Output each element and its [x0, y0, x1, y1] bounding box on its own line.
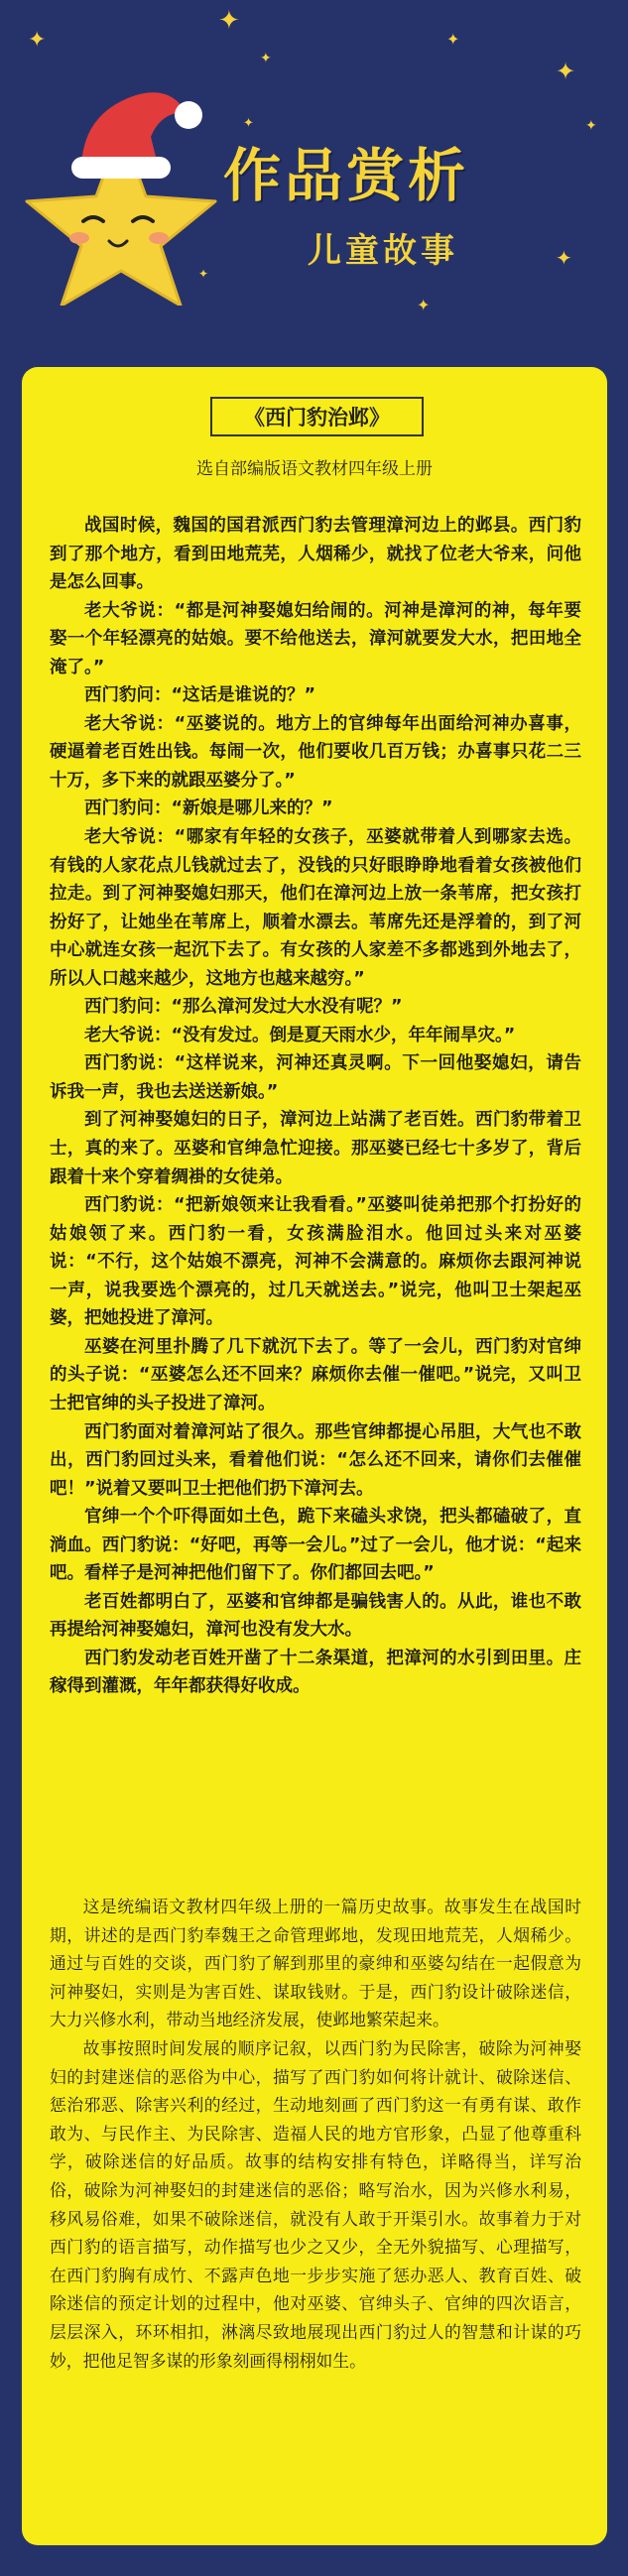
star-mascot-icon — [22, 58, 220, 306]
commentary-paragraph: 故事按照时间发展的顺序记叙，以西门豹为民除害，破除为河神娶妇的封建迷信的恶俗为中心，描写了西门豹如何将计就计、破除迷信、惩治邪恶、除害兴利的经过，生动地刻画了西门豹这一有勇有谋、敢作敢为、与民作主、为民除害、造福人民的地方官形象，凸显了他尊重科学，破除迷信的好品质。故事的结构安排有特色，详略得当，详写治俗，破除为河神娶妇的封建迷信的恶俗；略写治水，因为兴修水利易，移风易俗难，如果不破除迷信，就没有人敢于开渠引水。故事着力于对西门豹的语言描写，动作描写也少之又少，全无外貌描写、心理描写，在西门豹胸有成竹、不露声色地一步步实施了惩办恶人、教育百姓、破除迷信的预定计划的过程中，他对巫婆、官绅头子、官绅的四次语言，层层深入，环环相扣，淋漓尽致地展现出西门豹过人的智慧和计谋的巧妙，把他足智多谋的形象刻画得栩栩如生。 — [50, 2037, 581, 2371]
story-paragraph: 巫婆在河里扑腾了几下就沉下去了。等了一会儿，西门豹对官绅的头子说：“巫婆怎么还不回来？麻烦你去催一催吧。”说完，又叫卫士把官绅的头子投进了漳河。 — [50, 1336, 581, 1413]
sparkle-icon: ✦ — [243, 116, 254, 131]
page-title: 作品赏析 — [223, 142, 470, 209]
sparkle-icon: ✦ — [556, 58, 576, 85]
story-paragraph: 西门豹说：“把新娘领来让我看看。”巫婆叫徒弟把那个打扮好的姑娘领了来。西门豹一看，女孩满脸泪水。他回过头来对巫婆说：“不行，这个姑娘不漂亮，河神不会满意的。麻烦你去跟河神说一声，说我要选个漂亮的，过几天就送去。”说完，他叫卫士架起巫婆，把她投进了漳河。 — [50, 1195, 581, 1329]
sparkle-icon: ✦ — [198, 267, 209, 281]
sparkle-icon: ✦ — [446, 30, 460, 49]
header-banner — [0, 0, 628, 377]
story-paragraph: 老大爷说：“都是河神娶媳妇给闹的。河神是漳河的神，每年要娶一个年轻漂亮的姑娘。要不给他送去，漳河就要发大水，把田地全淹了。” — [50, 600, 581, 677]
sparkle-icon: ✦ — [417, 296, 431, 314]
story-paragraph: 老百姓都明白了，巫婆和官绅都是骗钱害人的。从此，谁也不敢再提给河神娶媳妇，漳河也没有发大水。 — [50, 1591, 581, 1641]
story-text — [50, 512, 581, 1701]
page-subtitle: 儿童故事 — [308, 231, 458, 271]
story-paragraph: 西门豹问：“新娘是哪儿来的？” — [84, 798, 333, 819]
story-paragraph: 官绅一个个吓得面如土色，跪下来磕头求饶，把头都磕破了，直淌血。西门豹说：“好吧，再等一会儿。”过了一会儿，他才说：“起来吧。看样子是河神把他们留下了。你们都回去吧。” — [50, 1507, 581, 1584]
story-title: 《西门豹治邺》 — [210, 397, 424, 436]
sparkle-icon: ✦ — [585, 118, 597, 134]
story-paragraph: 老大爷说：“巫婆说的。地方上的官绅每年出面给河神办喜事，硬逼着老百姓出钱。每闹一次，他们要收几百万钱；办喜事只花二三十万，多下来的就跟巫婆分了。” — [50, 713, 581, 791]
story-paragraph: 西门豹问：“那么漳河发过大水没有呢？” — [84, 997, 403, 1018]
story-paragraph: 战国时候，魏国的国君派西门豹去管理漳河边上的邺县。西门豹到了那个地方，看到田地荒芜，人烟稀少，就找了位老大爷来，问他是怎么回事。 — [50, 516, 581, 593]
sparkle-icon: ✦ — [260, 51, 272, 66]
story-paragraph: 老大爷说：“哪家有年轻的女孩子，巫婆就带着人到哪家去选。有钱的人家花点儿钱就过去了，没钱的只好眼睁睁地看着女孩被他们拉走。到了河神娶媳妇那天，他们在漳河边上放一条苇席，把女孩打扮好了，让她坐在苇席上，顺着水漂去。苇席先还是浮着的，到了河中心就连女孩一起沉下去了。有女孩的人家差不多都逃到外地去了，所以人口越来越少，这地方也越来越穷。” — [50, 827, 581, 989]
commentary-paragraph: 这是统编语文教材四年级上册的一篇历史故事。故事发生在战国时期，讲述的是西门豹奉魏王之命管理邺地，发现田地荒芜，人烟稀少。通过与百姓的交谈，西门豹了解到那里的豪绅和巫婆勾结在一起假意为河神娶妇，实则是为害百姓、谋取钱财。于是，西门豹设计破除迷信，大力兴修水利，带动当地经济发展，使邺地繁荣起来。 — [50, 1897, 581, 2030]
story-paragraph: 老大爷说：“没有发过。倒是夏天雨水少，年年闹旱灾。” — [84, 1025, 516, 1045]
commentary-text — [50, 1893, 581, 2375]
content-card — [22, 367, 607, 2545]
sparkle-icon: ✦ — [556, 246, 572, 270]
story-paragraph: 西门豹说：“这样说来，河神还真灵啊。下一回他娶媳妇，请告诉我一声，我也去送送新娘。” — [50, 1053, 581, 1102]
story-paragraph: 到了河神娶媳妇的日子，漳河边上站满了老百姓。西门豹带着卫士，真的来了。巫婆和官绅急忙迎接。那巫婆已经七十多岁了，背后跟着十来个穿着绸褂的女徒弟。 — [50, 1110, 581, 1187]
story-paragraph: 西门豹发动老百姓开凿了十二条渠道，把漳河的水引到田里。庄稼得到灌溉，年年都获得好收成。 — [50, 1648, 581, 1697]
story-paragraph: 西门豹问：“这话是谁说的？” — [84, 685, 316, 706]
sparkle-icon: ✦ — [28, 28, 47, 53]
story-source: 选自部编版语文教材四年级上册 — [196, 459, 433, 479]
story-paragraph: 西门豹面对着漳河站了很久。那些官绅都提心吊胆，大气也不敢出，西门豹回过头来，看着他们说：“怎么还不回来，请你们去催催吧！”说着又要叫卫士把他们扔下漳河去。 — [50, 1421, 581, 1499]
sparkle-icon: ✦ — [218, 6, 240, 36]
